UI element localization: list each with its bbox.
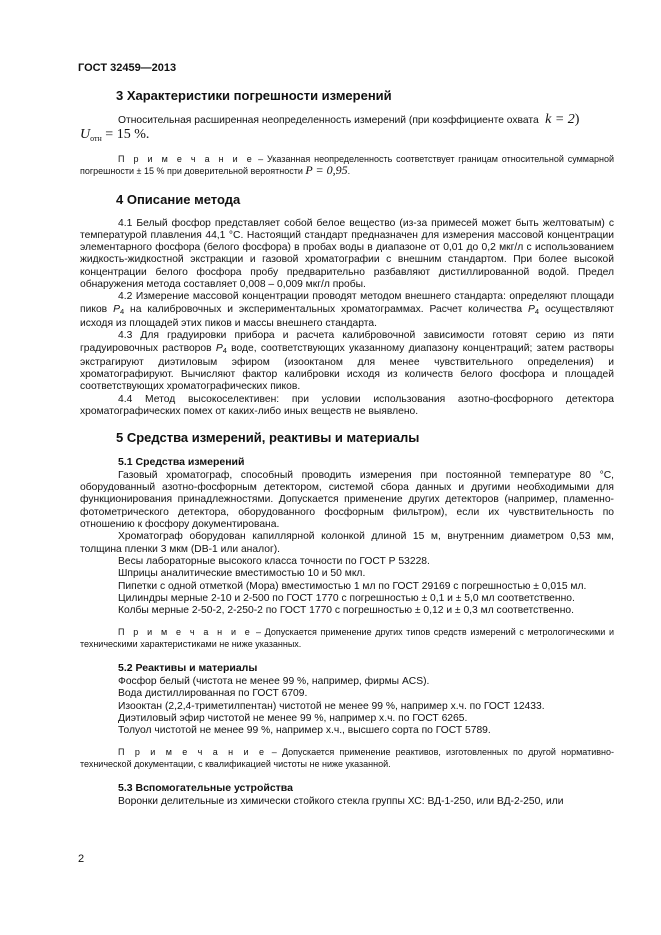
para-5-2-4: Диэтиловый эфир чистотой не менее 99 %, например х.ч. по ГОСТ 6265.	[118, 712, 468, 724]
u-formula: $U_{отн} = 15$ %.	[80, 127, 150, 144]
para-5-2-1: Фосфор белый (чистота не менее 99 %, например, фирмы ACS).	[118, 675, 430, 687]
para-5-1-7: Колбы мерные 2-50-2, 2-250-2 по ГОСТ 1770 с погрешностью ± 0,12 и ± 0,3 мл соответственно.	[118, 605, 575, 617]
section-3-note: П р и м е ч а н и е – Указанная неопределенность соответствует границам относительной суммарной погрешности ± 15 % при доверительной вероятности P = 0,95.	[80, 153, 614, 178]
section-5-title: 5 Средства измерений, реактивы и материалы	[116, 430, 420, 446]
para-5-1-5: Пипетки с одной отметкой (Мора) вместимостью 1 мл по ГОСТ 29169 с погрешностью ± 0,015 мл.	[118, 580, 587, 592]
section-3-title: 3 Характеристики погрешности измерений	[116, 88, 392, 103]
para-5-1-2: Хроматограф оборудован капиллярной колонкой длиной 15 м, внутренним диаметром 0,53 мм, толщина пленки 3 мкм (DB-1 или аналог).	[80, 531, 614, 555]
para-5-1-1: Газовый хроматограф, способный проводить измерения при постоянной температуре 80 °С, оборудованный азотно-фосфорным детектором, системой сбора данных и другими необходимыми для функционирования принадлежностями. Допускается применение других детекторов (например, пламенно-фотометрического детектора, оборудованного фосфорным фильтром), если их чувствительность по отношению к фосфору документирована.	[80, 469, 614, 531]
section-4-title: 4 Описание метода	[116, 191, 241, 207]
p-formula: P = 0,95	[305, 163, 348, 178]
section-5-1-note: П р и м е ч а н и е – Допускается применение других типов средств измерений с метрологическими и техническими характеристиками не ниже указанных.	[80, 627, 614, 649]
para-5-2-2: Вода дистиллированная по ГОСТ 6709.	[118, 688, 308, 700]
section-5-2-title: 5.2 Реактивы и материалы	[118, 662, 258, 675]
para-5-1-6: Цилиндры мерные 2-10 и 2-500 по ГОСТ 1770 с погрешностью ± 0,1 и ± 5,0 мл соответственно.	[118, 592, 575, 604]
para-5-1-3: Весы лабораторные высокого класса точности по ГОСТ Р 53228.	[118, 555, 430, 567]
para-5-1-4: Шприцы аналитические вместимостью 10 и 50 мкл.	[118, 568, 366, 580]
page-number: 2	[78, 853, 85, 865]
para-5-2-3: Изооктан (2,2,4-триметилпентан) чистотой не менее 99 %, например х.ч. по ГОСТ 12433.	[118, 700, 545, 712]
page-content	[80, 88, 614, 808]
para-4-2: 4.2 Измерение массовой концентрации проводят методом внешнего стандарта: определяют площади пиков P4 на калибровочных и экспериментальных хроматограммах. Расчет количества P4 осуществляют исходя из площадей этих пиков и массы внешнего стандарта.	[80, 291, 614, 329]
section-3-intro: Относительная расширенная неопределенность измерений (при коэффициенте охвата k = 2)	[118, 112, 580, 127]
para-5-3-1: Воронки делительные из химически стойкого стекла группы ХС: ВД-1-250, или ВД-2-250, или	[118, 795, 564, 807]
para-4-1: 4.1 Белый фосфор представляет собой белое вещество (из-за примесей может быть желтоватым) с температурой плавления 44,1 °С. Настоящий стандарт предназначен для измерения массовой концентрации элементарного фосфора (белого фосфора) в пробах воды в диапазоне от 0,01 до 0,2 мкг/л с использованием жидкость-жидкостной экстракции и газовой хроматографии с внешним стандартом. При более высокой концентрации белого фосфора пробу предварительно разбавляют дистиллированной водой. Предел обнаружения метода составляет 0,008 – 0,009 мкг/л пробы.	[80, 217, 614, 291]
k-formula: k = 2)	[545, 112, 580, 127]
section-5-1-title: 5.1 Средства измерений	[118, 456, 245, 469]
section-5-2-note: П р и м е ч а н и е – Допускается применение реактивов, изготовленных по другой нормативно-технической документации, с квалификацией чистоты не ниже указанной.	[80, 747, 614, 769]
para-4-4: 4.4 Метод высокоселективен: при условии использования азотно-фосфорного детектора хроматографических помех от каких-либо иных веществ не выявлено.	[80, 393, 614, 418]
standard-header: ГОСТ 32459—2013	[78, 62, 177, 74]
section-5-3-title: 5.3 Вспомогательные устройства	[118, 782, 293, 795]
para-4-3: 4.3 Для градуировки прибора и расчета калибровочной зависимости готовят серию из пяти градуировочных растворов P4 воде, соответствующих указанному диапазону концентраций; затем растворы экстрагируют диэтиловым эфиром (изооктаном для менее чувствительного определения) и хроматографируют. Вычисляют фактор калибровки исходя из количеств белого фосфора и площадей соответствующих хроматографических пиков.	[80, 330, 614, 393]
para-5-2-5: Толуол чистотой не менее 99 %, например х.ч., высшего сорта по ГОСТ 5789.	[118, 725, 491, 737]
